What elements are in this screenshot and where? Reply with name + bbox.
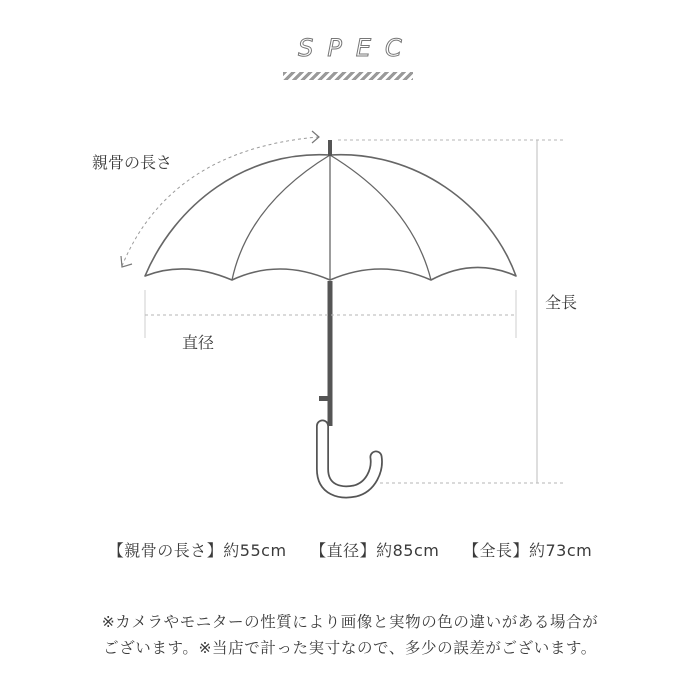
spec-values <box>0 538 700 561</box>
spec-title: SPEC <box>298 34 416 62</box>
total-length-label: 全長 <box>545 293 578 312</box>
umbrella-button <box>319 396 328 401</box>
rib-length-label: 親骨の長さ <box>92 153 173 172</box>
diameter-label: 直径 <box>182 333 215 352</box>
spec-diameter: 【直径】約85cm <box>310 541 440 560</box>
disclaimer-line-2: ございます。※当店で計った実寸なので、多少の誤差がございます。 <box>103 639 597 657</box>
disclaimer-line-1: ※カメラやモニターの性質により画像と実物の色の違いがある場合が <box>101 613 599 631</box>
umbrella-handle-inner <box>323 426 377 492</box>
umbrella-tip <box>328 140 332 156</box>
umbrella-shaft <box>328 281 333 426</box>
spec-rib-length: 【親骨の長さ】約55cm <box>107 541 287 560</box>
spec-total-length: 【全長】約73cm <box>462 541 593 560</box>
